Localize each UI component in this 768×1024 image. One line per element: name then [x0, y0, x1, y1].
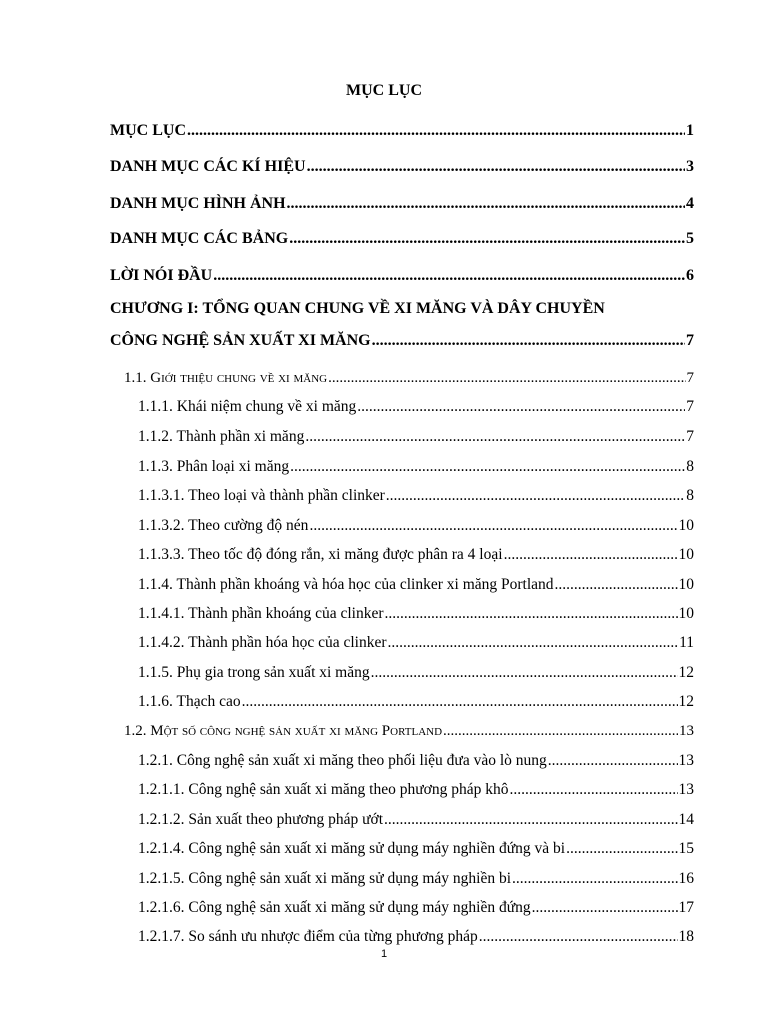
toc-entry[interactable]: [124, 723, 694, 740]
dot-leader: [384, 811, 677, 829]
dot-leader: [504, 546, 678, 564]
toc-entry[interactable]: [110, 195, 694, 213]
toc-entry-label: 1.1. Giới thiệu chung về xi măng: [124, 370, 328, 386]
toc-entry-label: 1.1.3.3. Theo tốc độ đóng rắn, xi măng được phân ra 4 loại: [138, 546, 503, 563]
dot-leader: [287, 195, 685, 213]
toc-entry[interactable]: [138, 398, 694, 416]
toc-entry-label: 1.1.2. Thành phần xi măng: [138, 428, 305, 445]
toc-title: MỤC LỤC: [346, 82, 422, 99]
toc-entry[interactable]: [110, 158, 694, 176]
toc-entry-label: 1.2.1.5. Công nghệ sản xuất xi măng sử dụng máy nghiền bi: [138, 870, 512, 887]
toc-entry-label: 1.1.1. Khái niệm chung về xi măng: [138, 398, 357, 415]
toc-entry-page: 12: [678, 664, 694, 681]
toc-entry-page: 13: [679, 723, 694, 739]
dot-leader: [187, 122, 685, 140]
dot-leader: [548, 752, 678, 770]
toc-entry-page: 4: [686, 195, 694, 212]
toc-entry-page: 14: [678, 811, 694, 828]
dot-leader: [385, 605, 678, 623]
toc-entry[interactable]: [138, 664, 694, 682]
dot-leader: [555, 576, 678, 594]
toc-entry[interactable]: [138, 546, 694, 564]
dot-leader: [509, 781, 677, 799]
toc-entry-page: 15: [678, 840, 694, 857]
toc-entry-label: 1.2. Một số công nghệ sản xuất xi măng Portland: [124, 723, 443, 739]
toc-entry-page: 13: [678, 781, 694, 798]
toc-entry-label: 1.2.1.1. Công nghệ sản xuất xi măng theo phương pháp khô: [138, 781, 509, 798]
toc-entry[interactable]: [110, 267, 694, 285]
toc-entry-page: 10: [678, 576, 694, 593]
dot-leader: [512, 870, 677, 888]
toc-entry[interactable]: [138, 487, 694, 505]
dot-leader: [307, 158, 685, 176]
toc-entry-label: 1.2.1.4. Công nghệ sản xuất xi măng sử dụng máy nghiền đứng và bi: [138, 840, 566, 857]
toc-entry-page: 18: [678, 928, 694, 945]
toc-entry-label: 1.1.4.2. Thành phần hóa học của clinker: [138, 634, 387, 651]
dot-leader: [309, 517, 677, 535]
toc-entry-label: MỤC LỤC: [110, 122, 186, 139]
dot-leader: [371, 664, 678, 682]
toc-entry-label: CÔNG NGHỆ SẢN XUẤT XI MĂNG: [110, 332, 371, 349]
toc-entry-label: 1.1.3. Phân loại xi măng: [138, 458, 290, 475]
toc-entry-page: 13: [678, 752, 694, 769]
dot-leader: [532, 899, 678, 917]
toc-entry[interactable]: [138, 870, 694, 888]
toc-entry-page: 7: [686, 428, 694, 445]
toc-entry-label: DANH MỤC CÁC BẢNG: [110, 230, 289, 247]
toc-entry-page: 17: [678, 899, 694, 916]
dot-leader: [305, 428, 685, 446]
toc-entry[interactable]: [110, 230, 694, 248]
toc-entry[interactable]: [138, 752, 694, 770]
dot-leader: [479, 928, 678, 946]
toc-entry-page: 1: [686, 122, 694, 139]
toc-entry-label: DANH MỤC HÌNH ẢNH: [110, 195, 286, 212]
toc-entry-page: 7: [686, 332, 694, 349]
toc-entry[interactable]: [138, 428, 694, 446]
dot-leader: [388, 634, 679, 652]
toc-entry-page: 10: [678, 605, 694, 622]
toc-entry-label: 1.1.3.1. Theo loại và thành phần clinker: [138, 487, 385, 504]
toc-entry[interactable]: [110, 122, 694, 140]
dot-leader: [357, 398, 685, 416]
toc-entry[interactable]: [138, 517, 694, 535]
toc-entry-page: 11: [679, 634, 694, 651]
toc-entry[interactable]: [138, 634, 694, 652]
toc-entry-label: 1.1.6. Thạch cao: [138, 693, 241, 710]
chapter-heading-line1: CHƯƠNG I: TỔNG QUAN CHUNG VỀ XI MĂNG VÀ DÂY CHUYỀN: [110, 300, 605, 317]
toc-entry-label: 1.1.5. Phụ gia trong sản xuất xi măng: [138, 664, 370, 681]
toc-entry[interactable]: [138, 840, 694, 858]
toc-entry-label: 1.1.3.2. Theo cường độ nén: [138, 517, 309, 534]
toc-entry-label: 1.1.4. Thành phần khoáng và hóa học của clinker xi măng Portland: [138, 576, 554, 593]
toc-entry-page: 3: [686, 158, 694, 175]
toc-entry-page: 7: [686, 398, 694, 415]
toc-entry[interactable]: [124, 370, 694, 387]
dot-leader: [328, 370, 685, 387]
dot-leader: [443, 723, 678, 740]
toc-entry-label: LỜI NÓI ĐẦU: [110, 267, 213, 284]
toc-entry[interactable]: [110, 332, 694, 350]
toc-entry[interactable]: [138, 576, 694, 594]
toc-entry[interactable]: [138, 693, 694, 711]
dot-leader: [372, 332, 685, 350]
toc-entry[interactable]: [138, 928, 694, 946]
toc-entry-page: 12: [678, 693, 694, 710]
dot-leader: [213, 267, 685, 285]
toc-entry[interactable]: [138, 899, 694, 917]
toc-entry-page: 16: [678, 870, 694, 887]
toc-entry-page: 5: [686, 230, 694, 247]
toc-entry-label: 1.2.1. Công nghệ sản xuất xi măng theo phối liệu đưa vào lò nung: [138, 752, 547, 769]
dot-leader: [290, 458, 685, 476]
toc-entry[interactable]: [138, 811, 694, 829]
dot-leader: [289, 230, 685, 248]
toc-entry-label: DANH MỤC CÁC KÍ HIỆU: [110, 158, 306, 175]
toc-entry[interactable]: [138, 781, 694, 799]
toc-entry[interactable]: [138, 605, 694, 623]
dot-leader: [386, 487, 685, 505]
toc-entry-page: 8: [686, 487, 694, 504]
dot-leader: [566, 840, 677, 858]
toc-entry-page: 6: [686, 267, 694, 284]
toc-entry[interactable]: [138, 458, 694, 476]
toc-entry-label: 1.2.1.6. Công nghệ sản xuất xi măng sử dụng máy nghiền đứng: [138, 899, 531, 916]
toc-entry-page: 10: [678, 546, 694, 563]
toc-entry-label: 1.2.1.7. So sánh ưu nhược điểm của từng phương pháp: [138, 928, 478, 945]
toc-entry-label: 1.1.4.1. Thành phần khoáng của clinker: [138, 605, 384, 622]
toc-entry-label: 1.2.1.2. Sản xuất theo phương pháp ướt: [138, 811, 384, 828]
toc-entry-page: 7: [686, 370, 694, 386]
dot-leader: [242, 693, 678, 711]
toc-entry-page: 10: [678, 517, 694, 534]
page-number: 1: [380, 948, 388, 960]
toc-entry-page: 8: [686, 458, 694, 475]
